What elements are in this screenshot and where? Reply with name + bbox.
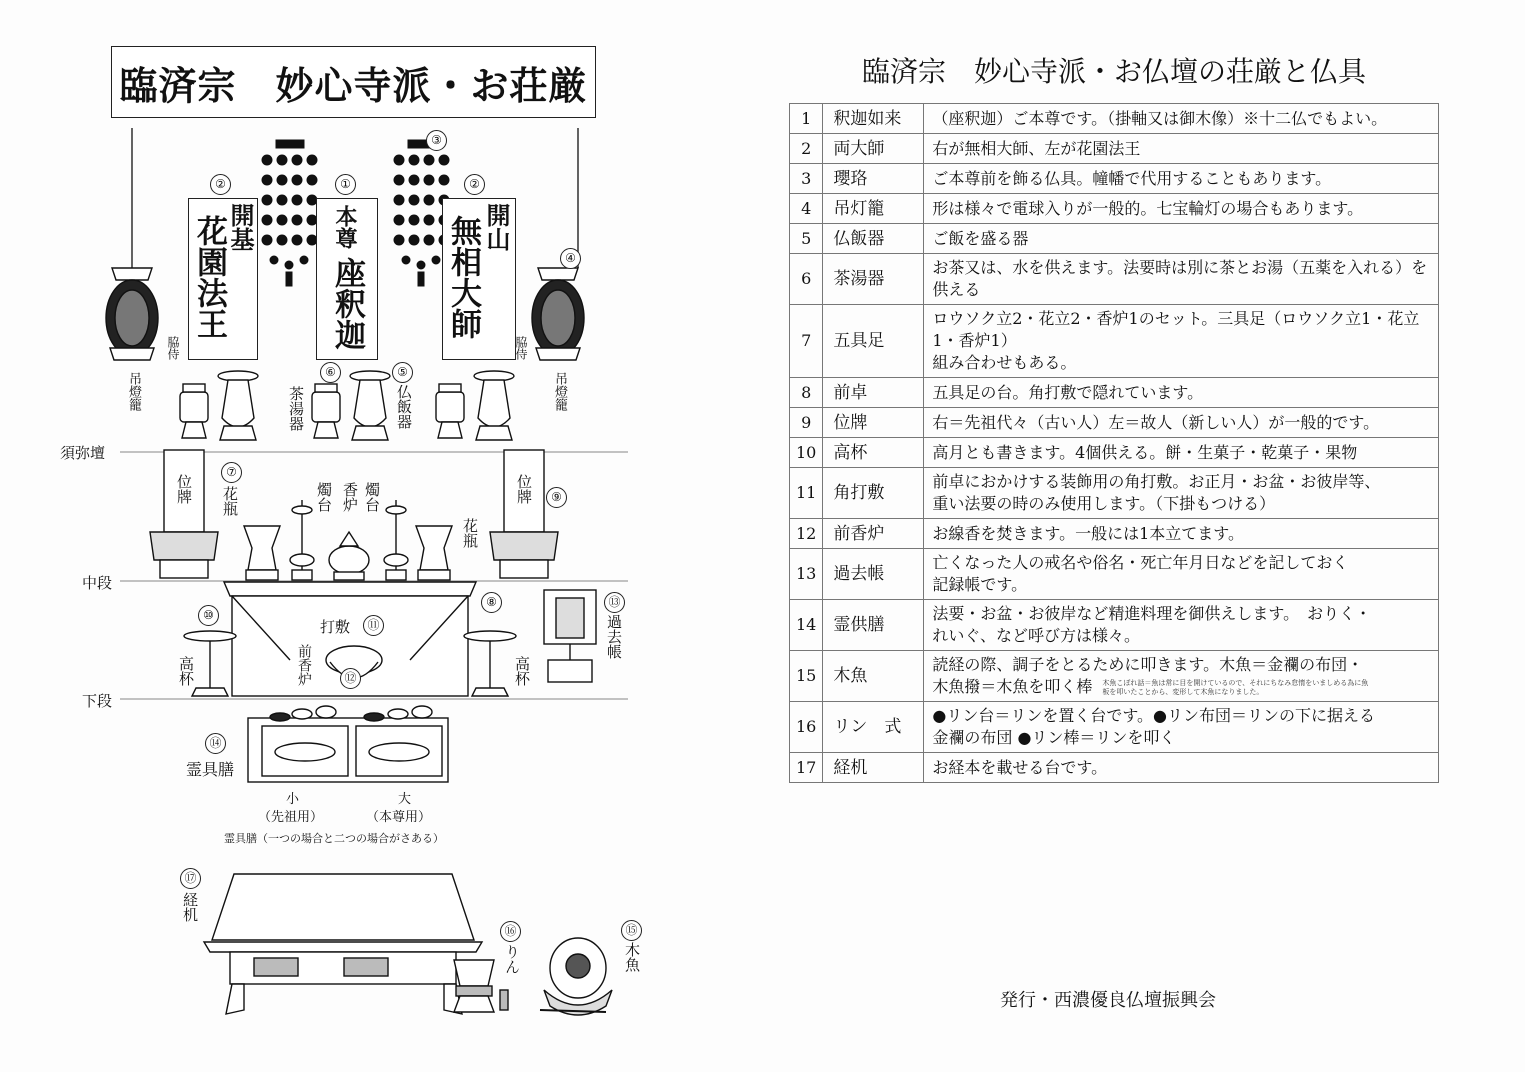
desc-line-2 [932,625,1430,647]
reference-table [789,103,1439,783]
row-description [924,600,1439,651]
row-item-name: 経机 [823,753,924,783]
row-description [924,305,1439,378]
row-item-name: 位牌 [823,408,924,438]
row-description [924,254,1439,305]
row-item-name: 瓔珞 [823,164,924,194]
label-small: 小 [286,792,300,807]
label-reiguzen-note: 霊具膳（一つの場合と二つの場合がさある） [224,832,444,845]
desc-line-1: お茶又は、水を供えます。法要時は別に茶とお湯（五薬を入れる）を供える [932,258,1428,299]
row-item-name: 吊灯籠 [823,194,924,224]
marker-16: ⑯ [500,921,521,942]
table-row [790,408,1439,438]
row-item-name: 仏飯器 [823,224,924,254]
label-takatsuki-left: 高杯 [177,656,195,686]
row-number: 13 [790,549,823,600]
desc-line-1: ●リン台＝リンを置く台です。●リン布団＝リンの下に据える [932,706,1376,725]
table-row [790,305,1439,378]
row-number: 5 [790,224,823,254]
desc-line-2 [932,352,1430,374]
yoraku-left [262,140,317,286]
plaque-right-main: 無相大師 [445,215,481,339]
marker-1: ① [335,174,356,195]
lantern-right [532,268,584,360]
row-description [924,651,1439,702]
label-kabin-left: 花瓶 [221,486,239,516]
desc-line-1: ロウソク立2・花立2・香炉1のセット。三具足（ロウソク立1・花立1・香炉1） [932,309,1420,350]
table-row [790,702,1439,753]
plaque-center-main: 座釈迦 [329,257,365,350]
marker-11: ⑪ [363,615,384,636]
desc-line-2-text: 記録帳です。 [932,575,1028,594]
row-number: 3 [790,164,823,194]
label-kakochou: 過去帳 [605,614,623,659]
row-description [924,134,1439,164]
marker-9: ⑨ [546,487,567,508]
desc-line-1: 前卓におかけする装飾用の角打敷。お正月・お盆・お彼岸等、 [932,472,1381,491]
reiguzen-trays [248,706,448,782]
table-row [790,600,1439,651]
desc-line-2 [932,493,1430,515]
desc-line-1: 形は様々で電球入りが一般的。七宝輪灯の場合もあります。 [932,198,1364,218]
row-description [924,702,1439,753]
upper-vessels [180,371,514,440]
label-chatouki: 茶湯器 [287,386,305,431]
table-row [790,164,1439,194]
yoraku-right [394,140,449,286]
row-description [924,378,1439,408]
publisher: 発行・西濃優良仏壇振興会 [1000,990,1216,1011]
label-kyouji-right: 脇侍 [514,336,528,360]
plaque-left-top: 開基 [226,203,255,251]
desc-line-1: 読経の際、調子をとるために叩きます。木魚＝金襴の布団・ [932,655,1364,674]
marker-14: ⑭ [205,733,226,754]
row-description [924,549,1439,600]
desc-line-1: ご本尊前を飾る仏具。幢幡で代用することもあります。 [932,168,1332,188]
desc-line-1: 高月とも書きます。4個供える。餅・生菓子・乾菓子・果物 [932,442,1358,462]
label-small-sub: （先祖用） [258,810,324,825]
desc-line-1: 法要・お盆・お彼岸など精進料理を御供えします。 おりく・ [932,604,1372,623]
kakochou-stand [544,590,596,682]
label-uchishiki: 打敷 [320,618,351,636]
table-row [790,134,1439,164]
table-row [790,549,1439,600]
label-kabin-right: 花瓶 [461,518,479,548]
plaque-musou [442,198,516,360]
row-item-name: 茶湯器 [823,254,924,305]
label-takatsuki-right: 高杯 [513,656,531,686]
label-gedan: 下段 [82,692,113,710]
plaque-right-top: 開山 [482,203,511,251]
row-description [924,164,1439,194]
marker-4: ④ [560,248,581,269]
label-reiguzen: 霊具膳 [186,760,235,779]
label-mokugyo: 木魚 [623,942,641,972]
mokugyo-note: 木魚こぼれ話＝魚は常に目を開けているので、それにちなみ怠惰をいましめる為に魚板を叩いたことから、変形して木魚になりました。 [1102,678,1369,696]
row-item-name: 過去帳 [823,549,924,600]
desc-line-2-text: 組み合わせもある。 [932,353,1077,372]
plaque-honzon [316,198,378,360]
row-item-name: 両大師 [823,134,924,164]
row-description [924,519,1439,549]
desc-line-1: 右が無相大師、左が花園法王 [932,138,1141,158]
row-number: 4 [790,194,823,224]
row-item-name: 木魚 [823,651,924,702]
table-row [790,468,1439,519]
row-item-name: 前卓 [823,378,924,408]
label-shokudai-left: 燭台 [315,482,333,512]
row-description [924,194,1439,224]
marker-17: ⑰ [180,868,201,889]
desc-line-1: （座釈迦）ご本尊です。（掛軸又は御木像）※十二仏でもよい。 [932,108,1388,128]
gogusoku [244,500,452,580]
marker-3: ③ [426,130,447,151]
marker-10: ⑩ [198,605,219,626]
plaque-left-main: 花園法王 [191,215,227,339]
row-item-name: リン 式 [823,702,924,753]
row-number: 1 [790,104,823,134]
desc-line-1: ご飯を盛る器 [932,228,1029,248]
label-kyouji-left: 脇侍 [166,336,180,360]
desc-line-1: 亡くなった人の戒名や俗名・死亡年月日などを記しておく [932,553,1349,572]
label-kyouzukue: 経机 [181,892,199,922]
row-item-name: 前香炉 [823,519,924,549]
label-tsuridourou-left: 吊燈籠 [126,372,141,411]
table-row [790,378,1439,408]
row-description [924,438,1439,468]
label-shumidan: 須弥壇 [60,444,106,462]
desc-line-1: 右＝先祖代々（古い人）左＝故人（新しい人）が一般的です。 [932,412,1380,432]
plaque-hanazono [188,198,258,360]
label-rin: りん [503,944,521,974]
label-large: 大 [398,792,412,807]
label-chuudan: 中段 [82,574,113,592]
desc-line-2-text: れいぐ、など呼び方は様々。 [932,626,1141,645]
table-row [790,224,1439,254]
row-number: 17 [790,753,823,783]
desc-line-1: 五具足の台。角打敷で隠れています。 [932,382,1204,402]
desc-line-2 [932,574,1430,596]
left-title: 臨済宗 妙心寺派・お荘厳 [111,46,596,118]
label-maekouro: 前香炉 [296,644,312,686]
row-description [924,408,1439,438]
table-row [790,519,1439,549]
row-item-name: 釈迦如来 [823,104,924,134]
plaque-center-top: 本尊 [332,205,358,249]
row-number: 8 [790,378,823,408]
row-number: 9 [790,408,823,438]
row-item-name: 高杯 [823,438,924,468]
marker-12: ⑫ [340,668,361,689]
row-item-name: 霊供膳 [823,600,924,651]
row-number: 16 [790,702,823,753]
table-row [790,651,1439,702]
desc-line-2 [932,676,1430,698]
desc-line-2-text: 木魚撥＝木魚を叩く棒 [932,677,1093,696]
right-title: 臨済宗 妙心寺派・お仏壇の荘厳と仏具 [861,55,1366,88]
row-description [924,468,1439,519]
label-shokudai-right: 燭台 [363,482,381,512]
table-row [790,438,1439,468]
row-number: 6 [790,254,823,305]
table-row [790,254,1439,305]
label-buppanki: 仏飯器 [395,384,413,429]
label-tsuridourou-right: 吊燈籠 [552,372,567,411]
desc-line-1: お経本を載せる台です。 [932,757,1108,777]
table-row [790,104,1439,134]
desc-line-2-text: 重い法要の時のみ使用します。（下掛もつける） [932,494,1276,513]
marker-5: ⑤ [392,362,413,383]
row-number: 7 [790,305,823,378]
row-number: 11 [790,468,823,519]
label-kouro: 香炉 [341,482,359,512]
marker-13: ⑬ [604,592,625,613]
marker-2-right: ② [464,174,485,195]
row-item-name: 五具足 [823,305,924,378]
rin-bell [454,960,508,1012]
marker-6: ⑥ [320,362,341,383]
marker-2-left: ② [210,174,231,195]
row-item-name: 角打敷 [823,468,924,519]
kyouzukue-table [204,874,482,1014]
row-number: 2 [790,134,823,164]
row-number: 14 [790,600,823,651]
label-ihai-left: 位牌 [175,474,193,504]
desc-line-2-text: 金襴の布団 ●リン棒＝リンを叩く [932,728,1176,747]
row-description [924,104,1439,134]
reference-table-body [790,104,1439,783]
label-large-sub: （本尊用） [366,810,432,825]
mokugyo-drum [540,938,612,1015]
row-number: 12 [790,519,823,549]
marker-7: ⑦ [221,462,242,483]
row-number: 15 [790,651,823,702]
row-description [924,224,1439,254]
desc-line-1: お線香を焚きます。一般には1本立てます。 [932,523,1244,543]
marker-15: ⑮ [621,920,642,941]
table-row [790,753,1439,783]
label-ihai-right: 位牌 [515,474,533,504]
desc-line-2 [932,727,1430,749]
row-description [924,753,1439,783]
marker-8: ⑧ [481,592,502,613]
lantern-left [106,268,158,360]
row-number: 10 [790,438,823,468]
table-row [790,194,1439,224]
